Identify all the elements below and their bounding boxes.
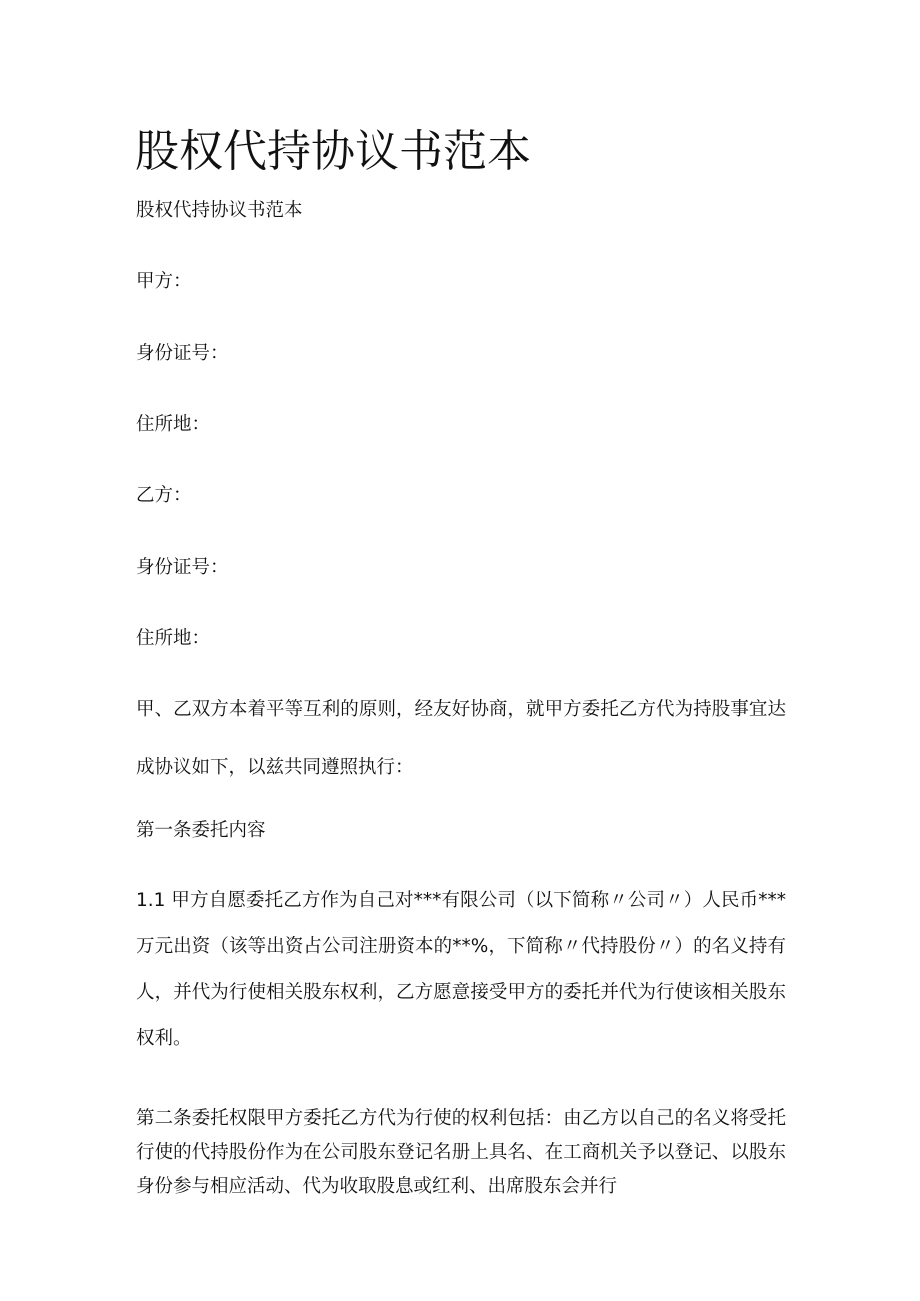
preamble-paragraph: 甲、乙双方本着平等互利的原则，经友好协商，就甲方委托乙方代为持股事宜达成协议如下，以兹共同遵照执行：	[136, 699, 786, 778]
document-title: 股权代持协议书范本	[135, 126, 531, 177]
article-1-1-paragraph: 1.1 甲方自愿委托乙方作为自己对***有限公司（以下简称〃公司〃）人民币***万元出资（该等出资占公司注册资本的**%，下简称〃代持股份〃）的名义持有人，并代为行使相关股东权利，乙方愿意接受甲方的委托并代为行使该相关股东权利。	[136, 890, 786, 1049]
document-subtitle: 股权代持协议书范本	[136, 200, 303, 221]
party-a-label: 甲方：	[136, 271, 192, 292]
party-a-id-label: 身份证号：	[136, 343, 229, 364]
party-b-address-label: 住所地：	[136, 628, 211, 649]
party-b-id-label: 身份证号：	[136, 557, 229, 578]
article-2-paragraph: 第二条委托权限甲方委托乙方代为行使的权利包括：由乙方以自己的名义将受托行使的代持股份作为在公司股东登记名册上具名、在工商机关予以登记、以股东身份参与相应活动、代为收取股息或红利、出席股东会并行	[136, 1108, 786, 1197]
party-b-label: 乙方：	[136, 485, 192, 506]
article-1-heading: 第一条委托内容	[136, 820, 266, 841]
party-a-address-label: 住所地：	[136, 414, 211, 435]
